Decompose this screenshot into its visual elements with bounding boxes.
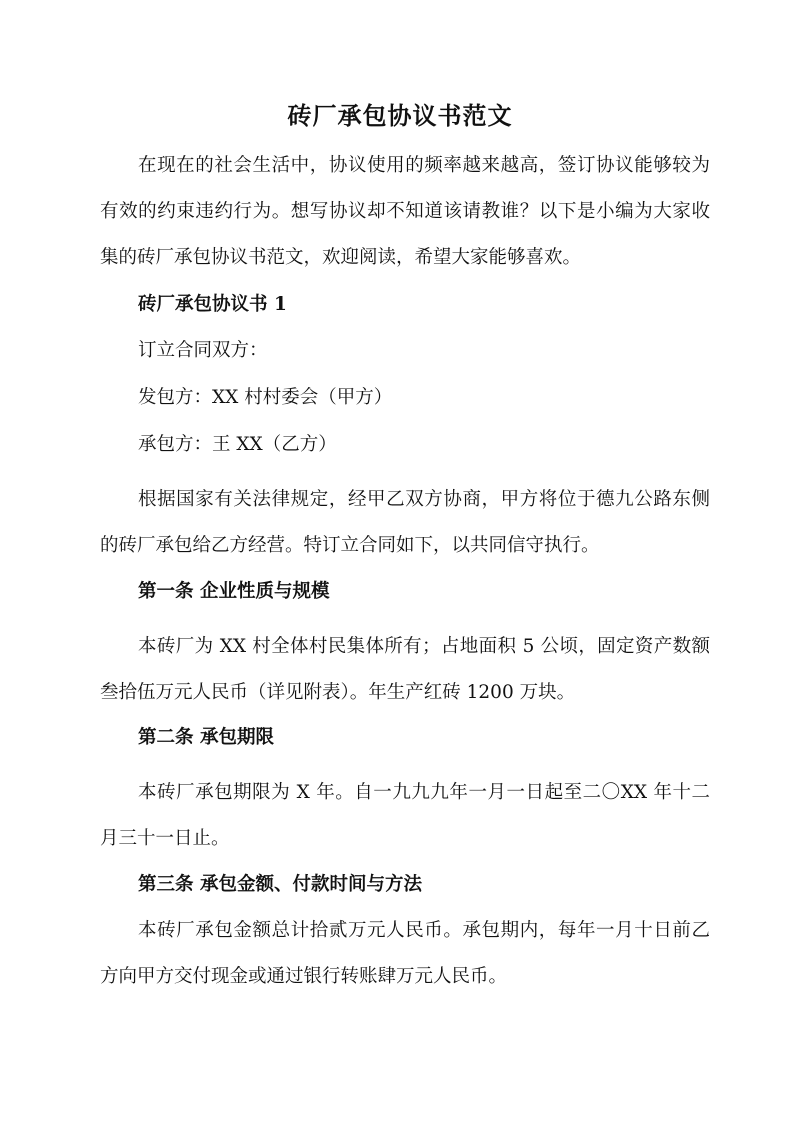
section-title: 砖厂承包协议书 1 bbox=[138, 294, 287, 315]
preamble-paragraph: 根据国家有关法律规定，经甲乙双方协商，甲方将位于德九公路东侧的砖厂承包给乙方经营。特订立合同如下，以共同信守执行。 bbox=[100, 489, 710, 556]
document-title: 砖厂承包协议书范文 bbox=[287, 101, 513, 130]
article1-body: 本砖厂为 XX 村全体村民集体所有；占地面积 5 公顷，固定资产数额叁拾伍万元人民币（详见附表）。年生产红砖 1200 万块。 bbox=[100, 636, 710, 703]
article2-body: 本砖厂承包期限为 X 年。自一九九九年一月一日起至二〇XX 年十二月三十一日止。 bbox=[100, 782, 710, 849]
party-b-line: 承包方：王 XX（乙方） bbox=[138, 434, 337, 455]
article1-heading: 第一条 企业性质与规模 bbox=[138, 581, 330, 602]
parties-label: 订立合同双方： bbox=[138, 340, 268, 361]
party-a-line: 发包方：XX 村村委会（甲方） bbox=[138, 387, 393, 408]
article3-heading: 第三条 承包金额、付款时间与方法 bbox=[138, 874, 422, 895]
article3-body: 本砖厂承包金额总计拾贰万元人民币。承包期内，每年一月十日前乙方向甲方交付现金或通过银行转账肆万元人民币。 bbox=[100, 920, 710, 987]
intro-paragraph: 在现在的社会生活中，协议使用的频率越来越高，签订协议能够较为有效的约束违约行为。想写协议却不知道该请教谁？以下是小编为大家收集的砖厂承包协议书范文，欢迎阅读，希望大家能够喜欢。 bbox=[100, 155, 710, 268]
article2-heading: 第二条 承包期限 bbox=[138, 727, 274, 748]
